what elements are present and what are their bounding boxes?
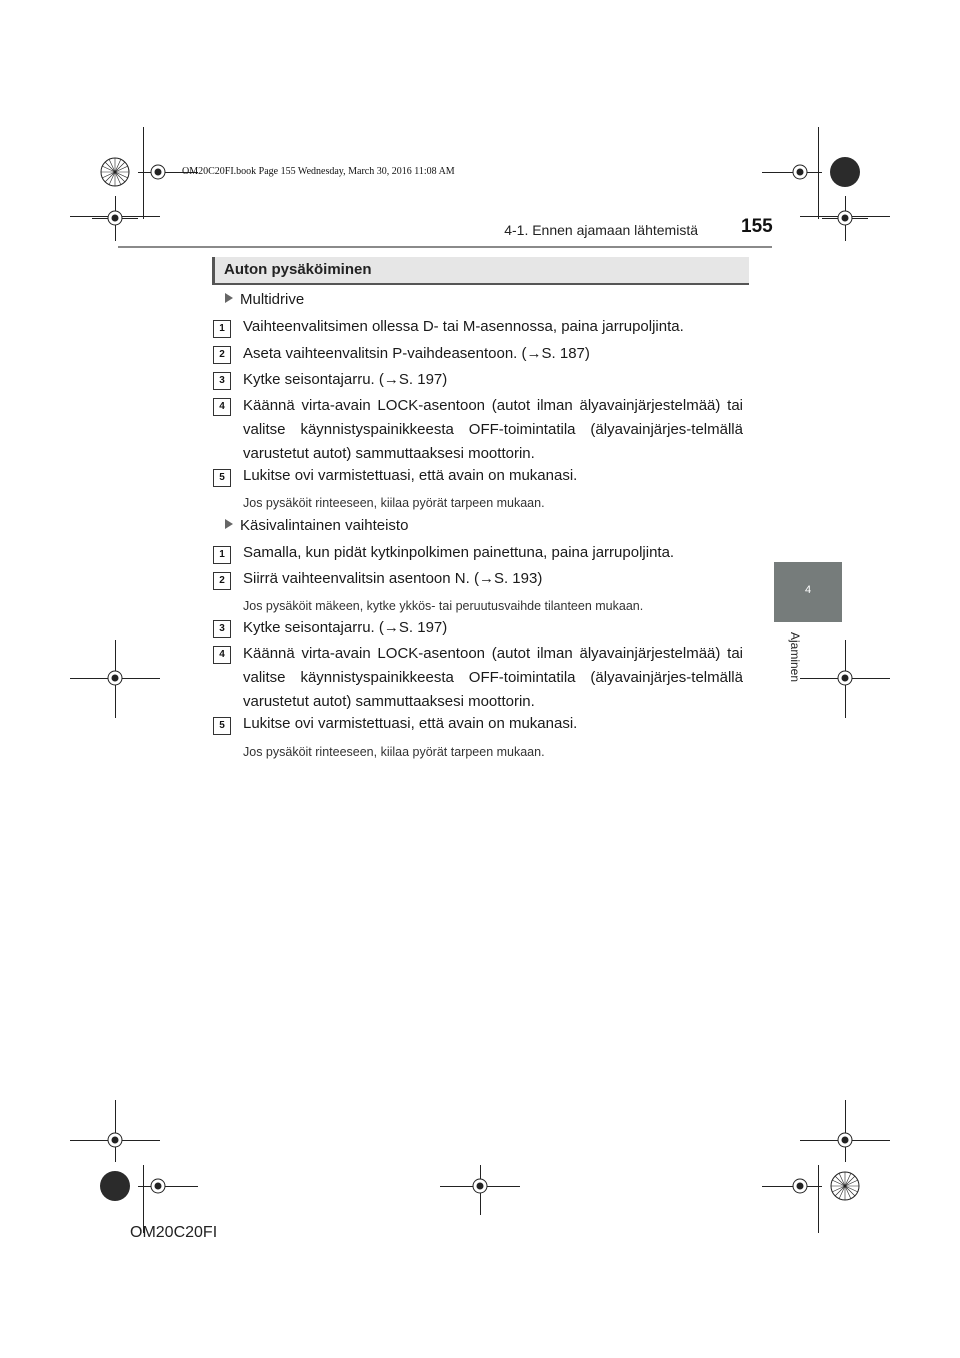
crosshair-icon bbox=[104, 667, 126, 689]
registration-dot-icon bbox=[100, 1171, 130, 1201]
crosshair-icon bbox=[834, 1129, 856, 1151]
step-text: Käännä virta-avain LOCK-asentoon (autot ilman älyavainjärjestelmää) tai valitse käynnistyspainikkeesta OFF-toimintatila (älyavainjärjes-telmällä varustetut autot) sammuttaaksesi moottorin. bbox=[243, 645, 743, 710]
section-accent bbox=[212, 257, 215, 283]
chapter-tab-rule bbox=[774, 620, 842, 622]
step-number: 1 bbox=[213, 320, 231, 338]
subheading-text: Käsivalintainen vaihteisto bbox=[240, 517, 409, 534]
registration-wheel-icon bbox=[830, 1171, 860, 1201]
step-number: 5 bbox=[213, 717, 231, 735]
crosshair-icon bbox=[147, 161, 169, 183]
crop-line bbox=[143, 1165, 144, 1233]
step-text: Lukitse ovi varmistettuasi, että avain on mukanasi. bbox=[243, 715, 578, 732]
step-number: 4 bbox=[213, 646, 231, 664]
triangle-bullet-icon bbox=[225, 519, 233, 529]
chapter-tab-number: 4 bbox=[804, 584, 812, 596]
crosshair-icon bbox=[104, 1129, 126, 1151]
chapter-tab-label: Ajaminen bbox=[788, 632, 802, 683]
subheading-text: Multidrive bbox=[240, 291, 305, 308]
chapter-tab bbox=[774, 562, 842, 620]
triangle-bullet-icon bbox=[225, 293, 233, 303]
book-info-line: OM20C20FI.book Page 155 Wednesday, March 30, 2016 11:08 AM bbox=[182, 166, 455, 177]
crosshair-icon bbox=[147, 1175, 169, 1197]
step-number: 3 bbox=[213, 372, 231, 390]
step-number: 5 bbox=[213, 469, 231, 487]
footer-code: OM20C20FI bbox=[130, 1224, 218, 1241]
step-text: Kytke seisontajarru. (→S. 197) bbox=[243, 619, 448, 636]
step-number: 3 bbox=[213, 620, 231, 638]
chapter-title: 4-1. Ennen ajamaan lähtemistä bbox=[504, 222, 698, 238]
crosshair-icon bbox=[469, 1175, 491, 1197]
step-text: Lukitse ovi varmistettuasi, että avain on mukanasi. bbox=[243, 467, 578, 484]
step-number: 2 bbox=[213, 346, 231, 364]
crosshair-icon bbox=[789, 1175, 811, 1197]
step-text: Käännä virta-avain LOCK-asentoon (autot ilman älyavainjärjestelmää) tai valitse käynnistyspainikkeesta OFF-toimintatila (älyavainjärjes-telmällä varustetut autot) sammuttaaksesi moottorin. bbox=[243, 397, 743, 462]
note-text: Jos pysäköit mäkeen, kytke ykkös- tai peruutusvaihde tilanteen mukaan. bbox=[243, 599, 644, 613]
crosshair-icon bbox=[834, 667, 856, 689]
step-number: 4 bbox=[213, 398, 231, 416]
crop-line bbox=[143, 127, 144, 219]
subheading-manual bbox=[225, 517, 408, 534]
registration-wheel-icon bbox=[100, 157, 130, 187]
header-rule bbox=[118, 246, 772, 248]
section-header bbox=[212, 257, 749, 285]
step-number: 1 bbox=[213, 546, 231, 564]
crop-line bbox=[818, 1165, 819, 1233]
note-text: Jos pysäköit rinteeseen, kiilaa pyörät tarpeen mukaan. bbox=[243, 745, 545, 759]
registration-dot-icon bbox=[830, 157, 860, 187]
step-text: Kytke seisontajarru. (→S. 197) bbox=[243, 371, 448, 388]
crop-line bbox=[818, 127, 819, 219]
step-number: 2 bbox=[213, 572, 231, 590]
step-text: Samalla, kun pidät kytkinpolkimen painettuna, paina jarrupoljinta. bbox=[243, 544, 675, 561]
page-number: 155 bbox=[741, 216, 773, 237]
subheading-multidrive bbox=[225, 291, 304, 308]
section-title: Auton pysäköiminen bbox=[224, 261, 372, 278]
crosshair-icon bbox=[834, 207, 856, 229]
crosshair-icon bbox=[104, 207, 126, 229]
step-text: Vaihteenvalitsimen ollessa D- tai M-asennossa, paina jarrupoljinta. bbox=[243, 318, 684, 335]
step-text: Siirrä vaihteenvalitsin asentoon N. (→S. 193) bbox=[243, 570, 543, 587]
note-text: Jos pysäköit rinteeseen, kiilaa pyörät tarpeen mukaan. bbox=[243, 496, 545, 510]
step-text: Aseta vaihteenvalitsin P-vaihdeasentoon. (→S. 187) bbox=[243, 345, 590, 362]
crosshair-icon bbox=[789, 161, 811, 183]
